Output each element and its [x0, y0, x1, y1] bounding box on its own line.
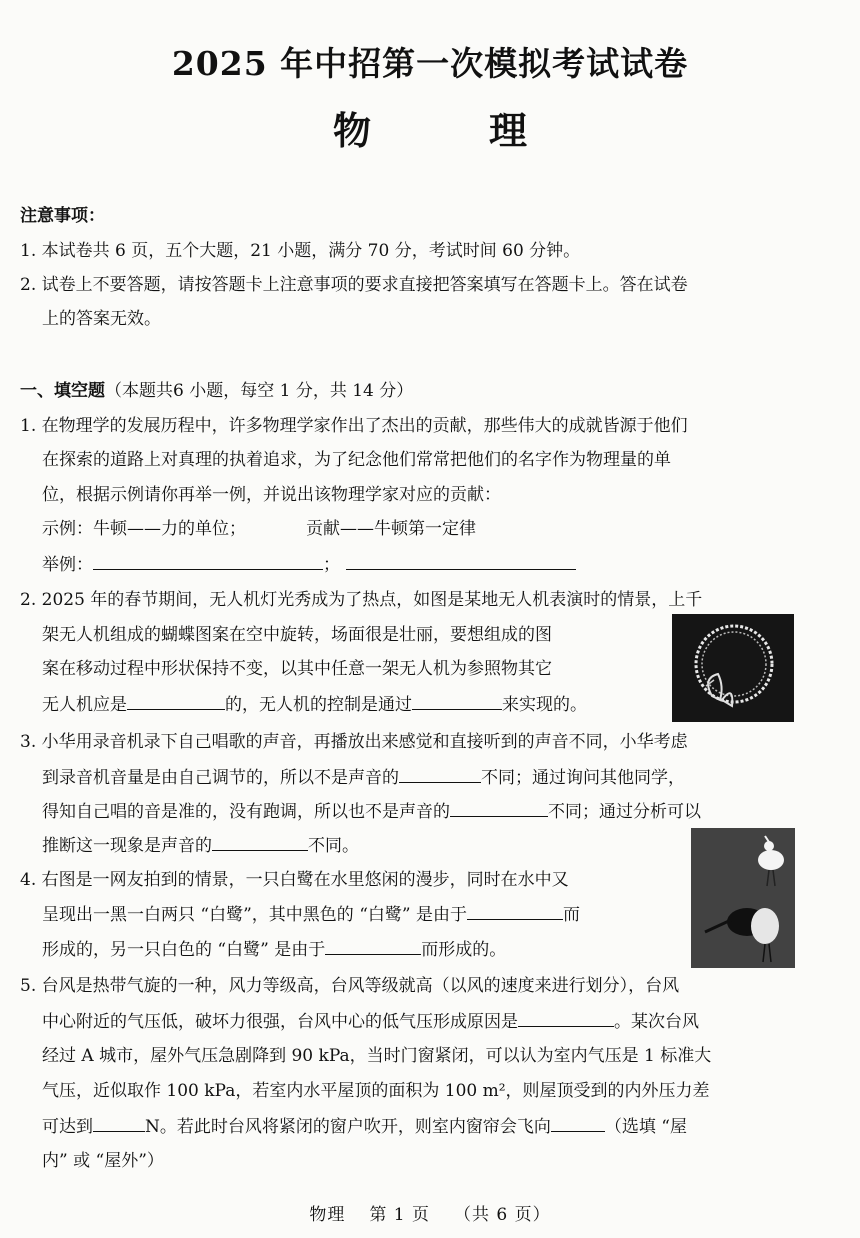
q3-line-4-a: 推断这一现象是声音的 — [42, 836, 212, 856]
footer-total-pages: （共 6 页） — [454, 1205, 551, 1225]
q1-line-1: 1. 在物理学的发展历程中，许多物理学家作出了杰出的贡献，那些伟大的成就皆源于他们 — [20, 416, 688, 436]
q4-line-2 — [42, 903, 580, 926]
q5-line-5 — [42, 1115, 687, 1138]
notice-item-2-line-2: 上的答案无效。 — [42, 309, 161, 329]
section-heading — [20, 380, 413, 402]
q1-example-contribution: 贡献——牛顿第一定律 — [306, 519, 476, 539]
q1-answer-blank-1[interactable] — [93, 553, 323, 570]
q3-line-1: 3. 小华用录音机录下自己唱歌的声音，再播放出来感觉和直接听到的声音不同，小华考虑 — [20, 732, 688, 752]
q4-line-2-a: 呈现出一黑一白两只 “白鹭”，其中黑色的 “白鹭” 是由于 — [42, 905, 467, 925]
q3-line-2 — [42, 766, 685, 789]
q1-line-3: 位，根据示例请你再举一例，并说出该物理学家对应的贡献： — [42, 485, 501, 505]
q3-line-3-b: 不同；通过分析可以 — [548, 802, 701, 822]
q5-blank-1[interactable] — [518, 1010, 614, 1027]
q5-line-5-b: N。若此时台风将紧闭的窗户吹开，则室内窗帘会飞向 — [145, 1117, 551, 1137]
egret-reflection-image — [691, 828, 795, 968]
q2-line-4 — [42, 693, 587, 716]
q4-blank-2[interactable] — [325, 938, 421, 955]
q4-line-1: 4. 右图是一网友拍到的情景，一只白鹭在水里悠闲的漫步，同时在水中又 — [20, 870, 569, 890]
q5-line-3: 经过 A 城市，屋外气压急剧降到 90 kPa，当时门窗紧闭，可以认为室内气压是 1 标准大 — [42, 1046, 712, 1066]
q3-line-4 — [42, 834, 359, 857]
q1-example — [42, 518, 476, 540]
q5-line-5-a: 可达到 — [42, 1117, 93, 1137]
section-note: （本题共6 小题，每空 1 分，共 14 分） — [105, 381, 414, 401]
q5-line-2-a: 中心附近的气压低，破坏力很强，台风中心的低气压形成原因是 — [42, 1012, 518, 1032]
q2-line-2: 架无人机组成的蝴蝶图案在空中旋转，场面很是壮丽，要想组成的图 — [42, 625, 552, 645]
q5-blank-3[interactable] — [551, 1115, 605, 1132]
q1-example-unit: 示例：牛顿——力的单位； — [42, 519, 246, 539]
q5-line-2-b: 。某次台风 — [614, 1012, 699, 1032]
egret-photo — [691, 828, 795, 968]
q3-line-2-a: 到录音机音量是由自己调节的，所以不是声音的 — [42, 768, 399, 788]
subject-title: 物 理 — [332, 108, 567, 153]
q5-line-2 — [42, 1010, 699, 1033]
q1-answer-separator: ； — [323, 555, 340, 575]
q3-line-4-b: 不同。 — [308, 836, 359, 856]
q5-line-1: 5. 台风是热带气旋的一种，风力等级高，台风等级就高（以风的速度来进行划分），台风 — [20, 976, 680, 996]
q5-line-6: 内” 或 “屋外”） — [42, 1151, 164, 1171]
footer-subject: 物理 — [309, 1205, 346, 1225]
q5-blank-2[interactable] — [93, 1115, 145, 1132]
q5-line-4: 气压，近似取作 100 kPa，若室内水平屋顶的面积为 100 m²，则屋顶受到的内外压力差 — [42, 1081, 710, 1101]
q4-line-3-b: 而形成的。 — [421, 940, 507, 960]
q2-blank-2[interactable] — [412, 693, 502, 710]
notice-item-2-line-1: 2. 试卷上不要答题，请按答题卡上注意事项的要求直接把答案填写在答题卡上。答在试卷 — [20, 275, 688, 295]
butterfly-drone-image — [672, 614, 794, 722]
q2-blank-1[interactable] — [127, 693, 225, 710]
q4-blank-1[interactable] — [467, 903, 563, 920]
q2-line-4-a: 无人机应是 — [42, 695, 127, 715]
q3-line-3-a: 得知自己唱的音是准的，没有跑调，所以也不是声音的 — [42, 802, 450, 822]
q2-line-4-b: 的，无人机的控制是通过 — [225, 695, 412, 715]
page-footer — [0, 1200, 860, 1225]
q2-line-3: 案在移动过程中形状保持不变，以其中任意一架无人机为参照物其它 — [42, 659, 552, 679]
q2-line-1: 2. 2025 年的春节期间，无人机灯光秀成为了热点，如图是某地无人机表演时的情景，上千 — [20, 590, 703, 610]
q4-line-3-a: 形成的，另一只白色的 “白鹭” 是由于 — [42, 940, 326, 960]
exam-title: 2025 年中招第一次模拟考试试卷 — [171, 44, 689, 83]
q5-line-5-c: （选填 “屋 — [604, 1117, 687, 1137]
q1-answer-label: 举例： — [42, 555, 93, 575]
drone-show-photo — [672, 614, 794, 722]
q4-line-3 — [42, 938, 506, 961]
q3-blank-1[interactable] — [399, 766, 481, 783]
q2-line-4-c: 来实现的。 — [502, 695, 587, 715]
q1-line-2: 在探索的道路上对真理的执着追求，为了纪念他们常常把他们的名字作为物理量的单 — [42, 450, 671, 470]
footer-page-number: 第 1 页 — [369, 1205, 430, 1225]
q3-line-2-b: 不同；通过询问其他同学， — [481, 768, 685, 788]
q4-line-2-b: 而 — [562, 905, 580, 925]
q1-answer-blank-2[interactable] — [346, 553, 576, 570]
q1-answer-row — [42, 553, 576, 576]
q3-blank-3[interactable] — [212, 834, 308, 851]
q3-line-3 — [42, 800, 701, 823]
notice-item-1: 1. 本试卷共 6 页，五个大题，21 小题，满分 70 分，考试时间 60 分钟。 — [20, 241, 581, 261]
notice-heading: 注意事项： — [20, 206, 105, 226]
q3-blank-2[interactable] — [450, 800, 548, 817]
section-title: 一、填空题 — [20, 381, 105, 401]
